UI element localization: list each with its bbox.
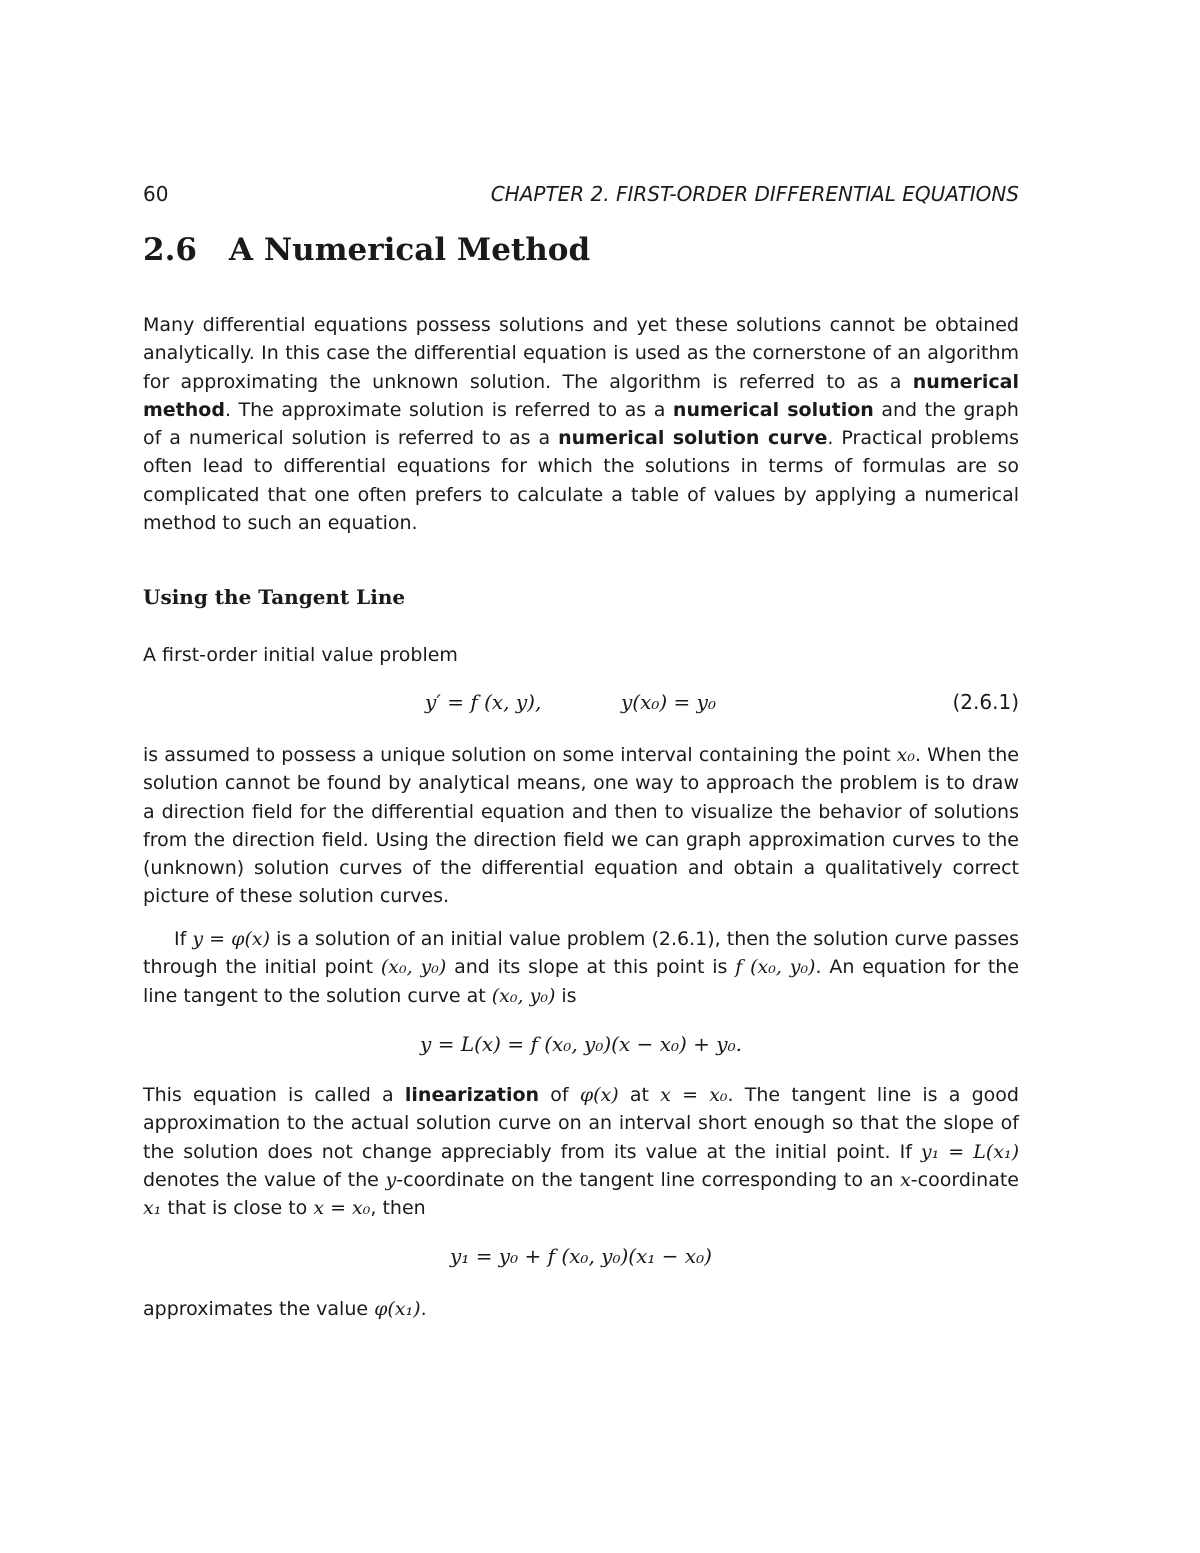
paragraph-5 [143,1295,1019,1323]
text-run: -coordinate on the tangent line corresponding to an [396,1168,901,1191]
inline-math: x = x₀ [660,1084,728,1106]
inline-math: (x₀, y₀) [380,956,447,979]
term-numerical-method: numerical method [143,370,1019,421]
inline-math: f (x₀, y₀) [735,956,816,979]
paragraph-5-block [143,1295,1019,1323]
inline-math: φ(x) [579,1084,619,1106]
term-numerical-solution: numerical solution [672,398,874,421]
intro-paragraph [143,311,1019,537]
text-run: and its slope at this point is [446,956,736,979]
equation-2-6-1 [143,690,1019,722]
text-run: of [539,1084,580,1106]
equation-approximation [143,1244,1019,1276]
intro-paragraph-block [143,311,1019,537]
inline-math: x₁ [143,1197,162,1220]
inline-math: y₁ = L(x₁) [920,1140,1019,1163]
ivp-intro-text: A first-order initial value problem [143,644,458,666]
text-run: , then [370,1197,426,1220]
text-run: . [420,1298,427,1320]
text-run: -coordinate [910,1168,1019,1191]
paragraph-4 [143,1081,1019,1222]
equation-linearization: y = L(x) = f (x₀, y₀)(x − x₀) + y₀. [420,1032,742,1056]
equation-ode: y′ = f (x, y), [425,690,542,714]
paragraph-3 [143,925,1019,1010]
text-run: approximates the value [143,1298,375,1320]
text-run: . The approximate solution is referred to as a [224,398,673,421]
section-heading [143,232,590,268]
text-run: is [555,984,577,1007]
inline-math: x [900,1168,911,1191]
term-linearization: linearization [404,1084,540,1106]
text-run: that is close to [161,1197,314,1220]
inline-math: y = φ(x) [192,928,271,950]
equation-number: (2.6.1) [952,690,1019,714]
text-run: . Practical problems often lead to differential equations for which the solutions in terms of formulas are so complicated that one often prefers to calculate a table of values by applying a numerical method to such an equation. [143,427,1020,535]
text-run: Many differential equations possess solutions and yet these solutions cannot be obtained analytically. In this case the differential equation is used as the cornerstone of an algorithm for approximating the unknown solution. The algorithm is referred to as a [143,314,1019,393]
text-run: is assumed to possess a unique solution on some interval containing the point [143,744,897,766]
ivp-intro-block [143,641,1019,669]
page-number: 60 [143,182,169,206]
text-run: . An equation for the line tangent to the solution curve at [143,956,1020,1007]
running-head: CHAPTER 2. FIRST-ORDER DIFFERENTIAL EQUATIONS [490,182,1019,206]
section-title: A Numerical Method [229,232,591,268]
text-run: denotes the value of the [143,1168,386,1191]
paragraph-4-block [143,1081,1019,1222]
text-run: and the graph of a numerical solution is referred to as a [143,398,1019,450]
inline-math: (x₀, y₀) [491,984,556,1007]
text-run: If [174,928,193,950]
paragraph-2 [143,741,1019,911]
inline-math: x = x₀ [313,1197,371,1220]
page-header [143,182,1019,212]
equation-initial-condition: y(x₀) = y₀ [621,690,716,714]
subsection-heading: Using the Tangent Line [143,585,406,609]
equation-tangent-line [143,1032,1019,1064]
term-numerical-solution-curve: numerical solution curve [558,427,828,450]
inline-math: y [385,1168,397,1191]
inline-math: x₀ [896,744,915,766]
text-run: . When the solution cannot be found by analytical means, one way to approach the problem is to draw a direction field for the differential equation and then to visualize the behavior of solutions from the direction field. Using the direction field we can graph approximation curves to the (unknown) solution curves of the differential equation and obtain a qualitatively correct picture of these solution curves. [143,744,1019,908]
inline-math: φ(x₁) [374,1298,421,1320]
text-run: at [618,1084,661,1106]
text-run: This equation is called a [143,1084,405,1106]
text-run: is a solution of an initial value problem (2.6.1), then the solution curve passes through the initial point [143,928,1019,979]
paragraph-2-block [143,741,1019,911]
text-run: . The tangent line is a good approximation to the actual solution curve on an interval short enough so that the slope of the solution does not change appreciably from its value at the initial point. If [143,1084,1019,1163]
section-number: 2.6 [143,232,197,268]
equation-euler-step: y₁ = y₀ + f (x₀, y₀)(x₁ − x₀) [450,1244,712,1268]
paragraph-3-block [143,925,1019,1010]
